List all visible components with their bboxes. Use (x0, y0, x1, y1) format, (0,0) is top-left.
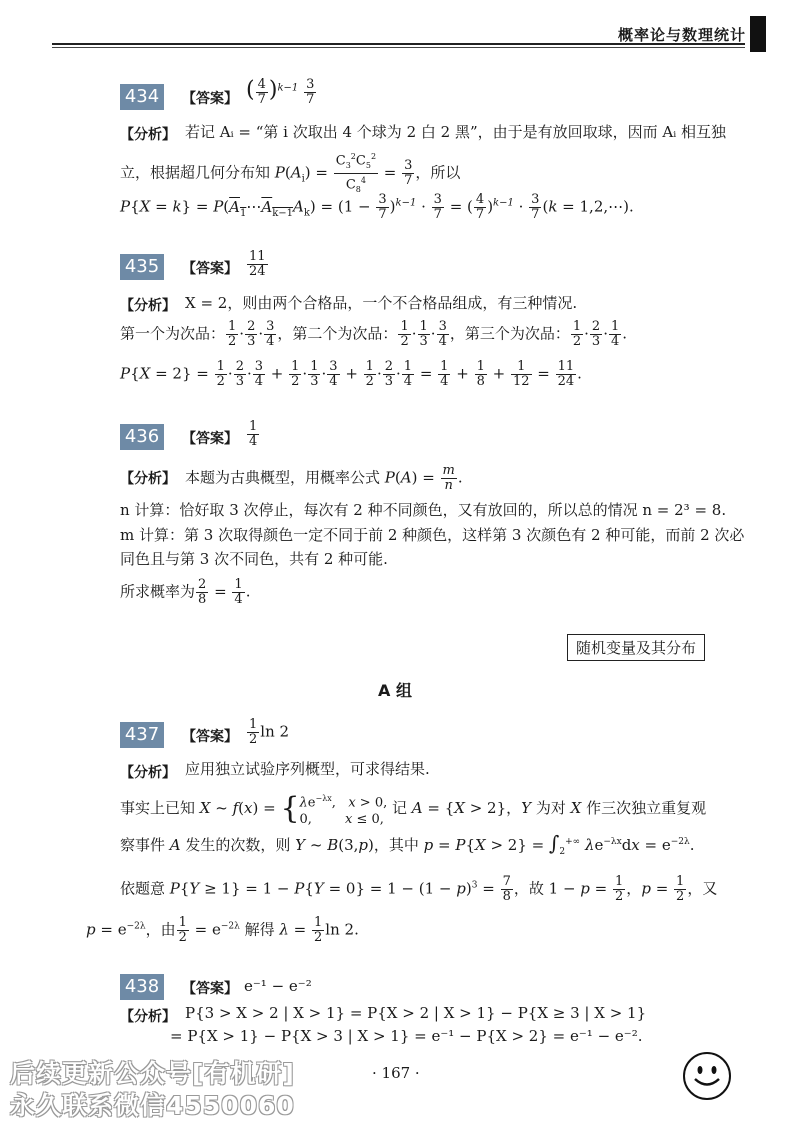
analysis-438-line-1: P{3 > X > 2 | X > 1} = P{X > 2 | X > 1} − P{X ≥ 3 | X > 1} (185, 1004, 647, 1022)
problem-number-437: 437 (120, 722, 164, 748)
analysis-label-434: 【分析】 (120, 127, 176, 143)
answer-435: $\frac{11}{24}$ (249, 249, 266, 279)
analysis-434-line-2: 立，根据超几何分布知 $P(A_i)$ = $\frac{C_3^2C_5^2}{C_8^4}$ = $\frac{3}{7}$ ，所以 (120, 152, 461, 194)
analysis-436-line-1: 本题为古典概型，用概率公式 P(A) = $\frac{m}{n}$ . (185, 463, 463, 493)
analysis-437-line-4: 依题意 $P\{Y \ge 1\} = 1 - P\{Y = 0\} = 1 - (1 - p)^3$ = $\frac{7}{8}$ ，故 1 − p = $\frac{1}{2}$ ，p = $\frac{1}{2}$ ，又 (120, 874, 718, 904)
answer-437: $\frac{1}{2}$ ln 2 (249, 717, 290, 747)
page-number: · 167 · (372, 1064, 420, 1082)
analysis-435-line-3: P{X = 2} = $\frac{1}{2}$ · $\frac{2}{3}$ · $\frac{3}{4}$ + $\frac{1}{2}$ · $\frac{1}{3}$ · $\frac{3}{4}$ + $\frac{1}{2}$ · $\frac{2}{3}$ · $\frac{1}{4}$ = $\frac{1}{4}$ + $\frac{1}{8}$ + $\frac{1}{12}$ = $\frac{11}{24}$ . (120, 359, 582, 389)
answer-label-438: 【答案】 (182, 981, 238, 997)
watermark-line-2: 永久联系微信4550060 (10, 1091, 295, 1120)
answer-436: $\frac{1}{4}$ (249, 419, 258, 449)
problem-number-438: 438 (120, 974, 164, 1000)
header-tab-marker (750, 16, 766, 52)
analysis-437-line-1: 应用独立试验序列概型，可求得结果. (185, 760, 430, 778)
problem-number-434: 434 (120, 84, 164, 110)
analysis-label-436: 【分析】 (120, 471, 176, 487)
analysis-436-line-2: n 计算：恰好取 3 次停止，每次有 2 种不同颜色，又有放回的，所以总的情况 n = 2³ = 8. (120, 501, 727, 519)
analysis-436-line-4: 同色且与第 3 次不同色，共有 2 种可能. (120, 550, 388, 568)
group-title: A 组 (378, 681, 412, 700)
analysis-434-line-1: 若记 Aᵢ = “第 i 次取出 4 个球为 2 白 2 黑”，由于是有放回取球，因而 Aᵢ 相互独 (185, 123, 727, 141)
answer-label-436: 【答案】 (182, 431, 238, 447)
analysis-435-line-2: 第一个为次品： $\frac{1}{2}$ · $\frac{2}{3}$ · $\frac{3}{4}$ ，第二个为次品： $\frac{1}{2}$ · $\frac{1}{3}$ · $\frac{3}{4}$ ，第三个为次品： $\frac{1}{2}$ · $\frac{2}{3}$ · $\frac{1}{4}$ . (120, 319, 628, 349)
watermark-line-1: 后续更新公众号[有机研] (10, 1059, 295, 1088)
section-title: 随机变量及其分布 (567, 634, 705, 661)
problem-number-435: 435 (120, 254, 164, 280)
analysis-437-line-3: 察事件 A 发生的次数，则 Y ~ B(3,p)，其中 $p = P\{X > 2\} = \int_2^{+\infty}$ $\lambda e^{-\lambda x}dx = e^{-2\lambda}$. (120, 831, 695, 857)
problem-number-436: 436 (120, 424, 164, 450)
analysis-437-line-5: $p = e^{-2\lambda}$，由 $\frac{1}{2}$ = $e^{-2\lambda}$ 解得 λ = $\frac{1}{2}$ ln 2. (86, 915, 359, 945)
answer-label-434: 【答案】 (182, 91, 238, 107)
analysis-label-438: 【分析】 (120, 1009, 176, 1025)
analysis-436-line-3: m 计算：第 3 次取得颜色一定不同于前 2 种颜色，这样第 3 次颜色有 2 种可能，而前 2 次必 (120, 526, 745, 544)
answer-label-435: 【答案】 (182, 261, 238, 277)
analysis-434-line-3: $P\{X = k\} = P(A_1\cdots A_{k-1}A_k) = (1$ − $\frac{3}{7}$ )$^{k-1}$ · $\frac{3}{7}$ = ( $\frac{4}{7}$ )$^{k-1}$ · $\frac{3}{7}$ (k = 1,2,⋯). (120, 192, 634, 222)
analysis-label-437: 【分析】 (120, 765, 176, 781)
analysis-436-line-5: 所求概率为 $\frac{2}{8}$ = $\frac{1}{4}$ . (120, 577, 251, 607)
smiley-icon (683, 1052, 731, 1100)
answer-438: e⁻¹ − e⁻² (244, 977, 312, 995)
answer-label-437: 【答案】 (182, 729, 238, 745)
analysis-438-line-2: = P{X > 1} − P{X > 3 | X > 1} = e⁻¹ − P{X > 2} = e⁻¹ − e⁻². (170, 1027, 643, 1045)
analysis-label-435: 【分析】 (120, 298, 176, 314)
header-title: 概率论与数理统计 (618, 26, 747, 44)
answer-434: ( $\frac{4}{7}$ )$^{k-1}$ $\frac{3}{7}$ (246, 77, 315, 107)
analysis-437-line-2: 事实上已知 X ~ $f(x) = \{\lambda e^{-\lambda x}$, x > 0, 0, x ≤ 0, 记 A = {X > 2}，Y 为对 X 作三次独立重复观 (120, 791, 707, 828)
analysis-435-line-1: X = 2，则由两个合格品，一个不合格品组成，有三种情况. (185, 294, 578, 312)
header-rule-thin (52, 47, 745, 48)
